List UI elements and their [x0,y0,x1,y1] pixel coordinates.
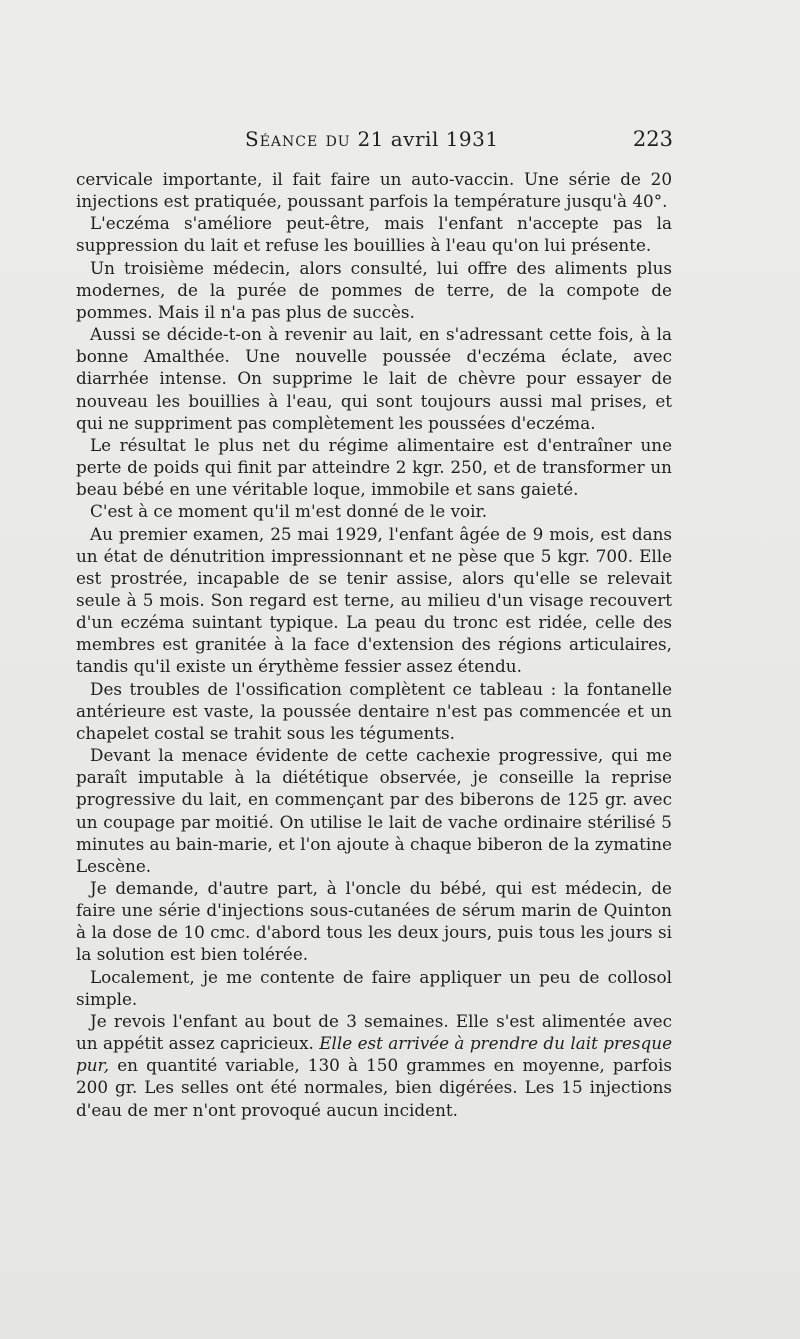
paragraph-text-after-italic: en quantité variable, 130 à 150 grammes en moyenne, parfois 200 gr. Les selles ont été normales, bien digérées. Les 15 injections d'eau de mer n'ont provoqué aucun incident. [76,1055,672,1120]
italic-emphasis: Elle est arrivée à prendre du lait presque pur, [76,1033,672,1076]
paragraph: Aussi se décide-t-on à revenir au lait, en s'adressant cette fois, à la bonne Amalthée. Une nouvelle poussée d'eczéma éclate, avec diarrhée intense. On supprime le lait de chèvre pour essayer de nouveau les bouillies à l'eau, qui sont toujours aussi mal prises, et qui ne suppriment pas complètement les poussées d'eczéma. [76,324,672,433]
page-number: 223 [632,127,673,151]
paragraph: Localement, je me contente de faire appliquer un peu de collosol simple. [76,966,672,1009]
paragraph-text-before-italic: Je revois l'enfant au bout de 3 semaines. Elle s'est alimentée avec un appétit assez capricieux. [76,1010,672,1054]
body-text [76,168,672,1121]
running-head-date: 21 avril 1931 [357,127,499,151]
running-head [245,127,499,151]
paragraph: Des troubles de l'ossification complètent ce tableau : la fontanelle antérieure est vaste, la poussée dentaire n'est pas commencée et un chapelet costal se trahit sous les téguments. [76,678,672,743]
paragraph: Je demande, d'autre part, à l'oncle du bébé, qui est médecin, de faire une série d'injections sous-cutanées de sérum marin de Quinton à la dose de 10 cmc. d'abord tous les deux jours, puis tous les jours si la solution est bien tolérée. [76,878,672,965]
page-header [75,127,675,157]
running-head-prefix: Séance du [245,127,351,151]
paragraph-continued: cervicale importante, il fait faire un auto-vaccin. Une série de 20 injections est pratiquée, poussant parfois la température jusqu'à 40°. [76,169,672,212]
paragraph: Au premier examen, 25 mai 1929, l'enfant âgée de 9 mois, est dans un état de dénutrition impressionnant et ne pèse que 5 kgr. 700. Elle est prostrée, incapable de se tenir assise, alors qu'elle se relevait seule à 5 mois. Son regard est terne, au milieu d'un visage recouvert d'un eczéma suintant typique. La peau du tronc est ridée, celle des membres est granitée à la face d'extension des régions articulaires, tandis qu'il existe un érythème fessier assez étendu. [76,523,672,677]
paragraph-last [76,1010,672,1121]
paragraph: Le résultat le plus net du régime alimentaire est d'entraîner une perte de poids qui finit par atteindre 2 kgr. 250, et de transformer un beau bébé en une véritable loque, immobile et sans gaieté. [76,434,672,500]
paragraph: Un troisième médecin, alors consulté, lui offre des aliments plus modernes, de la purée de pommes de terre, de la compote de pommes. Mais il n'a pas plus de succès. [76,257,672,322]
paragraph: L'eczéma s'améliore peut-être, mais l'enfant n'accepte pas la suppression du lait et refuse les bouillies à l'eau qu'on lui présente. [76,213,672,256]
paragraph: C'est à ce moment qu'il m'est donné de le voir. [90,501,488,522]
paragraph: Devant la menace évidente de cette cachexie progressive, qui me paraît imputable à la diététique observée, je conseille la reprise progressive du lait, en commençant par des biberons de 125 gr. avec un coupage par moitié. On utilise le lait de vache ordinaire stérilisé 5 minutes au bain-marie, et l'on ajoute à chaque biberon de la zymatine Lescène. [76,745,672,876]
